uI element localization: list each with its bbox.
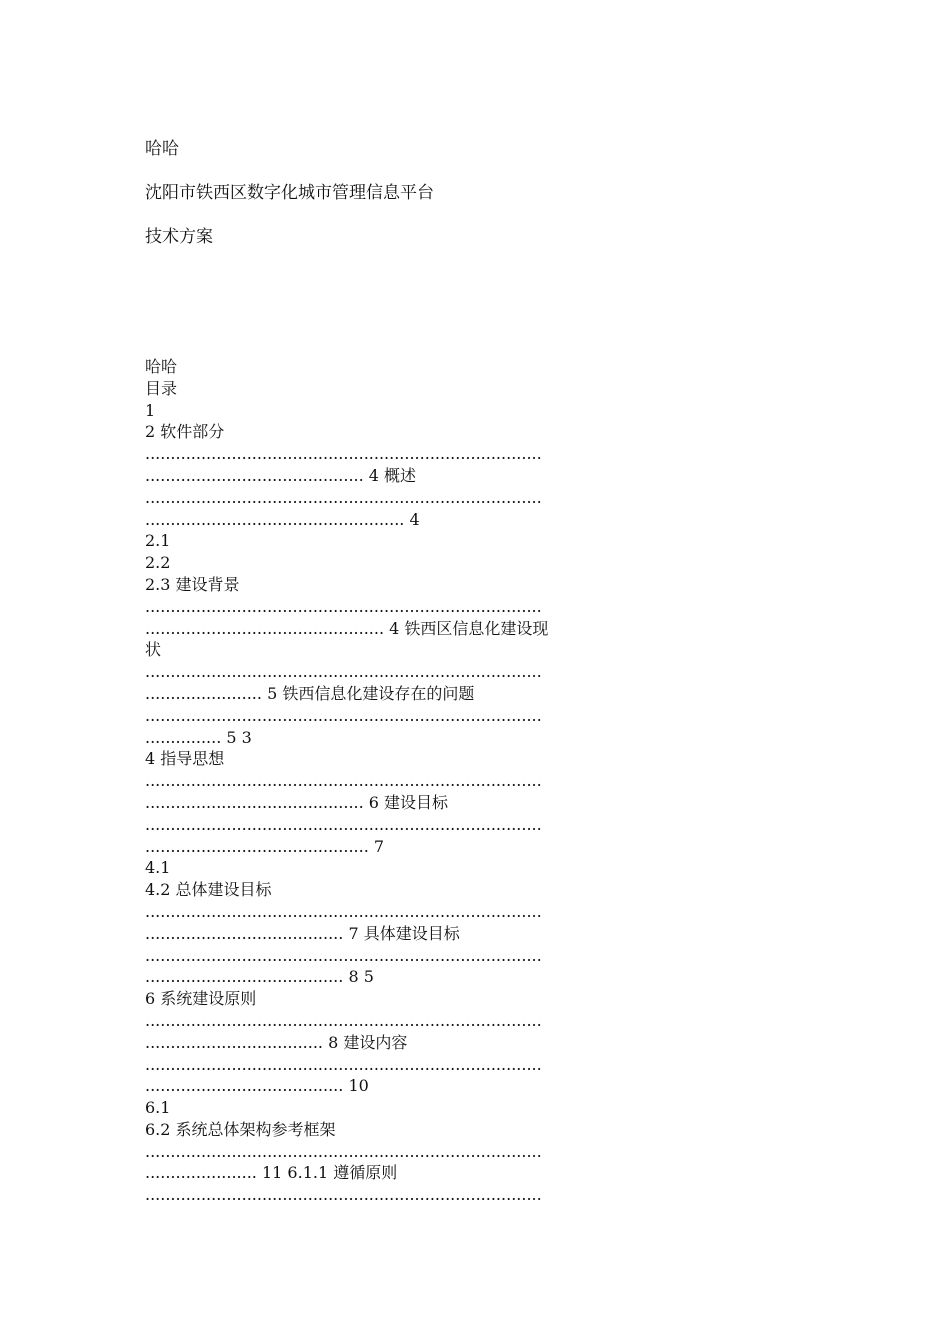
toc-line: ........................................... 4 概述: [145, 465, 417, 485]
toc-line: 2.1: [145, 531, 171, 551]
toc-line: ...................... 11 6.1.1 遵循原则: [145, 1163, 398, 1183]
toc-line: ..............................................................................: [145, 1010, 542, 1030]
toc-line: 状: [145, 640, 162, 660]
toc-line: ............................................... 4 铁西区信息化建设现: [145, 618, 549, 638]
toc-line: 2.2: [145, 553, 171, 573]
toc-line: ..............................................................................: [145, 487, 542, 507]
toc-line: ..............................................................................: [145, 1054, 542, 1074]
toc-line: ..............................................................................: [145, 596, 542, 616]
toc-line: 1: [145, 400, 156, 420]
toc-line: ..............................................................................: [145, 1185, 542, 1205]
document-title: [145, 182, 434, 204]
toc-line: 4.1: [145, 858, 171, 878]
toc-line: ........................................... 6 建设目标: [145, 792, 449, 812]
header-text-1: 哈哈: [145, 139, 179, 159]
toc-line: 2 软件部分: [145, 422, 225, 442]
subtitle-text: 技术方案: [145, 227, 213, 247]
toc-line: ............... 5 3: [145, 727, 252, 747]
toc-line: 6.1: [145, 1098, 171, 1118]
document-subtitle: [145, 226, 213, 248]
toc-line: ..............................................................................: [145, 901, 542, 921]
toc-line: ....................................... 8 5: [145, 967, 374, 987]
toc-line: ....................................... 7 具体建设目标: [145, 923, 460, 943]
toc-line: ................................... 8 建设内容: [145, 1032, 408, 1052]
toc-line: ..............................................................................: [145, 814, 542, 834]
toc-line: ..............................................................................: [145, 945, 542, 965]
header-line-1: [145, 138, 179, 160]
toc-line: 6 系统建设原则: [145, 989, 257, 1009]
toc-line: ..............................................................................: [145, 1141, 542, 1161]
toc-line: ..............................................................................: [145, 705, 542, 725]
toc-line: 哈哈: [145, 357, 178, 376]
table-of-contents: [145, 356, 805, 1206]
toc-line: 6.2 系统总体架构参考框架: [145, 1119, 336, 1139]
toc-line: ............................................ 7: [145, 836, 385, 856]
toc-line: 4 指导思想: [145, 749, 225, 769]
toc-line: ................................................... 4: [145, 509, 420, 529]
toc-line: 目录: [145, 378, 178, 398]
toc-line: ....................................... 10: [145, 1076, 369, 1096]
toc-line: 2.3 建设背景: [145, 574, 240, 594]
toc-line: ..............................................................................: [145, 771, 542, 791]
title-text: 沈阳市铁西区数字化城市管理信息平台: [145, 183, 434, 203]
toc-line: ..............................................................................: [145, 444, 542, 464]
toc-line: ..............................................................................: [145, 662, 542, 682]
toc-line: ....................... 5 铁西信息化建设存在的问题: [145, 683, 475, 703]
toc-line: 4.2 总体建设目标: [145, 880, 272, 900]
